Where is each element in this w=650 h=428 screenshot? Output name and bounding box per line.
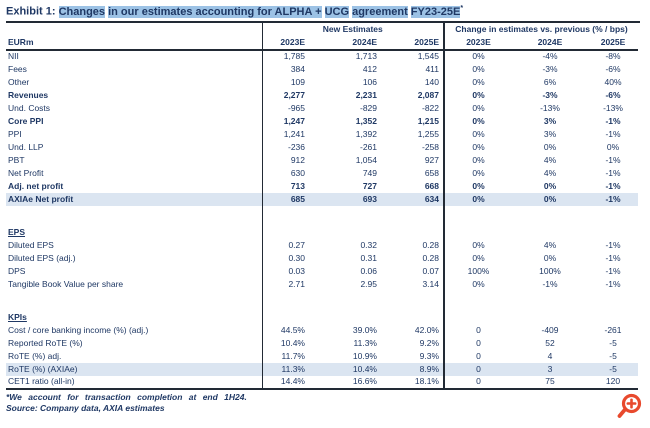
change-value: 100% <box>444 265 512 278</box>
change-value: -1% <box>605 239 621 250</box>
change-value: 75 <box>512 376 588 389</box>
new-estimate-value: 1,247 <box>262 115 309 128</box>
exhibit-title <box>6 3 640 23</box>
row-label-text: RoTE (%) adj. <box>8 350 62 361</box>
spacer-cell <box>381 206 444 226</box>
new-estimate-value <box>381 311 444 324</box>
title-highlight-segment: FY23-25E <box>410 5 461 18</box>
table-row <box>6 252 638 265</box>
new-estimate-value <box>309 311 381 324</box>
spacer-cell <box>444 291 512 311</box>
row-label <box>6 226 262 239</box>
change-value <box>588 311 638 324</box>
change-value: -3% <box>542 89 558 100</box>
change-value: -8% <box>605 51 621 62</box>
change-value: 3% <box>543 115 557 126</box>
row-label-text: Reported RoTE (%) <box>8 337 83 348</box>
group-header-change: Change in estimates vs. previous (% / bps) <box>444 23 638 37</box>
row-label-text: Net Profit <box>8 167 44 178</box>
estimates-table <box>6 23 638 390</box>
row-label-text: PBT <box>8 154 25 165</box>
new-estimate-value: 39.0% <box>352 324 377 335</box>
row-label <box>6 154 262 167</box>
row-label-text: Fees <box>8 63 27 74</box>
new-estimate-value: 2,277 <box>262 89 309 102</box>
new-estimate-value: 10.9% <box>352 350 377 361</box>
spacer-cell <box>588 206 638 226</box>
change-value: 0% <box>512 193 588 206</box>
row-label <box>6 337 262 350</box>
table-row <box>6 63 638 76</box>
change-value: -1% <box>588 193 638 206</box>
new-estimate-value: 412 <box>362 63 377 74</box>
new-estimate-value: -236 <box>262 141 309 154</box>
zoom-in-magnifier-icon[interactable] <box>613 392 645 424</box>
change-value: 0% <box>606 141 620 152</box>
group-header-empty <box>6 23 262 37</box>
new-estimate-value <box>262 311 309 324</box>
change-value: -1% <box>605 278 621 289</box>
row-label-text: CET1 ratio (all-in) <box>8 376 75 387</box>
row-label-text: DPS <box>8 265 26 276</box>
spacer-cell <box>444 206 512 226</box>
table-row <box>6 350 638 363</box>
row-label <box>6 50 262 63</box>
new-estimate-value: 927 <box>424 154 439 165</box>
change-value: -6% <box>605 89 621 100</box>
spacer-cell <box>309 206 381 226</box>
new-estimate-value: 0.28 <box>422 239 439 250</box>
spacer-cell <box>309 291 381 311</box>
row-label-text: Diluted EPS <box>8 239 54 250</box>
new-estimate-value: 693 <box>309 193 381 206</box>
new-estimate-value <box>262 226 309 239</box>
spacer-cell <box>262 291 309 311</box>
change-value: -1% <box>605 115 621 126</box>
new-estimate-value: 384 <box>262 63 309 76</box>
row-label <box>6 167 262 180</box>
change-value: -261 <box>604 324 622 335</box>
row-label-text: AXIAe Net profit <box>8 193 74 204</box>
change-value: 100% <box>539 265 561 276</box>
new-estimate-value <box>309 226 381 239</box>
change-value: -1% <box>605 180 621 191</box>
new-estimate-value: 109 <box>262 76 309 89</box>
change-value: 0% <box>444 167 512 180</box>
new-estimate-value: 11.7% <box>262 350 309 363</box>
new-estimate-value: 9.2% <box>419 337 439 348</box>
change-value <box>444 226 512 239</box>
row-label <box>6 324 262 337</box>
new-estimate-value: 0.30 <box>262 252 309 265</box>
new-estimate-value: 10.4% <box>309 363 381 376</box>
row-label <box>6 89 262 102</box>
group-header-new-estimates: New Estimates <box>262 23 444 37</box>
new-estimate-value: 1,785 <box>262 50 309 63</box>
table-row <box>6 115 638 128</box>
new-estimate-value: -829 <box>359 102 377 113</box>
spacer-cell <box>6 206 262 226</box>
change-value: 4% <box>543 154 557 165</box>
row-label <box>6 141 262 154</box>
change-value: 0 <box>444 350 512 363</box>
table-row <box>6 324 638 337</box>
row-label-text: Other <box>8 76 30 87</box>
title-highlight-segment: agreement <box>352 5 408 18</box>
row-label-text: RoTE (%) (AXIAe) <box>8 363 78 374</box>
change-value: -5 <box>588 363 638 376</box>
change-value: 0% <box>543 180 557 191</box>
new-estimate-value: 0.27 <box>262 239 309 252</box>
new-estimate-value: 749 <box>362 167 377 178</box>
new-estimate-value: 2.95 <box>360 278 377 289</box>
row-label <box>6 252 262 265</box>
row-label <box>6 376 262 389</box>
table-row <box>6 167 638 180</box>
table-row <box>6 50 638 63</box>
change-value: -1% <box>605 265 621 276</box>
change-value: 3% <box>543 128 557 139</box>
title-highlight-segment: UCG <box>324 5 350 18</box>
row-label <box>6 76 262 89</box>
new-estimate-value: 14.4% <box>262 376 309 389</box>
table-row <box>6 278 638 291</box>
row-label <box>6 363 262 376</box>
change-value: 52 <box>545 337 555 348</box>
row-label-text: Revenues <box>8 89 49 100</box>
change-value: -13% <box>603 102 623 113</box>
row-label <box>6 265 262 278</box>
footnote-source: Source: Company data, AXIA estimates <box>6 402 165 413</box>
new-estimate-value: 0.32 <box>360 239 377 250</box>
row-label-text: Cost / core banking income (%) (adj.) <box>8 324 149 335</box>
table-row <box>6 89 638 102</box>
section-header-row <box>6 226 638 239</box>
change-value: 4% <box>543 167 557 178</box>
row-label <box>6 350 262 363</box>
change-value: 120 <box>588 376 638 389</box>
new-estimate-value: 685 <box>262 193 309 206</box>
change-value: -1% <box>605 252 621 263</box>
group-header-row <box>6 23 638 37</box>
new-estimate-value: 140 <box>424 76 439 87</box>
new-estimate-value: 630 <box>262 167 309 180</box>
column-header-chg-2023e: 2023E <box>444 37 512 50</box>
new-estimate-value: 0.31 <box>360 252 377 263</box>
new-estimate-value: 1,713 <box>355 51 377 62</box>
new-estimate-value: 1,054 <box>355 154 377 165</box>
column-header-new-2023e: 2023E <box>262 37 309 50</box>
column-header-row <box>6 37 638 50</box>
new-estimate-value: 0.07 <box>422 265 439 276</box>
new-estimate-value: 18.1% <box>381 376 444 389</box>
new-estimate-value <box>381 226 444 239</box>
table-row <box>6 376 638 389</box>
change-value: 0% <box>444 76 512 89</box>
new-estimate-value: 1,392 <box>355 128 377 139</box>
change-value: 0 <box>444 324 512 337</box>
change-value: 0% <box>543 252 557 263</box>
row-label-text: Und. LLP <box>8 141 44 152</box>
new-estimate-value: 713 <box>262 180 309 193</box>
table-row <box>6 337 638 350</box>
title-highlight-segment: Changes <box>58 5 106 18</box>
table-row <box>6 76 638 89</box>
change-value: -5 <box>609 337 617 348</box>
new-estimate-value: 3.14 <box>422 278 439 289</box>
row-label-text: KPIs <box>8 311 27 322</box>
change-value: 40% <box>604 76 622 87</box>
change-value: 4 <box>547 350 553 361</box>
new-estimate-value: 658 <box>424 167 439 178</box>
row-label <box>6 128 262 141</box>
new-estimate-value: 8.9% <box>381 363 444 376</box>
title-segment: * <box>460 5 464 12</box>
title-highlight-segment: in our estimates accounting for ALPHA + <box>108 5 322 18</box>
change-value: -6% <box>605 63 621 74</box>
new-estimate-value: 1,545 <box>417 51 439 62</box>
new-estimate-value: 1,241 <box>262 128 309 141</box>
table-row <box>6 363 638 376</box>
new-estimate-value: 106 <box>362 76 377 87</box>
new-estimate-value: -822 <box>421 102 439 113</box>
new-estimate-value: 1,215 <box>417 115 439 126</box>
spacer-cell <box>6 291 262 311</box>
change-value: 0% <box>444 239 512 252</box>
table-row <box>6 193 638 206</box>
change-value: 0% <box>444 89 512 102</box>
row-label <box>6 193 262 206</box>
change-value: -1% <box>605 128 621 139</box>
change-value: 0 <box>444 337 512 350</box>
change-value: -1% <box>542 278 558 289</box>
new-estimate-value: 11.3% <box>353 337 377 348</box>
row-label-text: EPS <box>8 226 26 237</box>
new-estimate-value: 2,231 <box>355 89 377 100</box>
new-estimate-value: 668 <box>424 180 439 191</box>
row-label-text: PPI <box>8 128 22 139</box>
row-label-text: Diluted EPS (adj.) <box>8 252 76 263</box>
row-label-text: Und. Costs <box>8 102 51 113</box>
change-value: -3% <box>542 63 558 74</box>
column-header-chg-2025e: 2025E <box>588 37 638 50</box>
row-label <box>6 311 262 324</box>
new-estimate-value: 44.5% <box>262 324 309 337</box>
change-value <box>512 311 588 324</box>
change-value: 4% <box>543 239 557 250</box>
new-estimate-value: -261 <box>359 141 377 152</box>
new-estimate-value: 9.3% <box>419 350 439 361</box>
table-header <box>6 23 638 50</box>
change-value: 0 <box>444 363 512 376</box>
new-estimate-value: 0.06 <box>360 265 377 276</box>
column-header-chg-2024e: 2024E <box>512 37 588 50</box>
table-row <box>6 102 638 115</box>
table-row <box>6 154 638 167</box>
change-value: -1% <box>605 167 621 178</box>
change-value: 0% <box>444 180 512 193</box>
column-header-new-2024e: 2024E <box>309 37 381 50</box>
change-value: 0% <box>444 50 512 63</box>
section-header-row <box>6 311 638 324</box>
change-value: 0% <box>444 141 512 154</box>
change-value: 6% <box>543 76 557 87</box>
table-row <box>6 128 638 141</box>
spacer-cell <box>512 291 588 311</box>
change-value: 0% <box>543 141 557 152</box>
row-label-text: Adj. net profit <box>8 180 64 191</box>
change-value: -13% <box>540 102 560 113</box>
new-estimate-value: 1,255 <box>417 128 439 139</box>
new-estimate-value: -965 <box>262 102 309 115</box>
new-estimate-value: 11.3% <box>262 363 309 376</box>
spacer-cell <box>381 291 444 311</box>
row-label <box>6 239 262 252</box>
row-label <box>6 63 262 76</box>
new-estimate-value: 0.03 <box>262 265 309 278</box>
new-estimate-value: 0.28 <box>422 252 439 263</box>
change-value: 0 <box>444 376 512 389</box>
spacer-cell <box>512 206 588 226</box>
change-value: 0% <box>444 278 512 291</box>
new-estimate-value: 10.4% <box>262 337 309 350</box>
new-estimate-value: -258 <box>421 141 439 152</box>
row-label <box>6 278 262 291</box>
change-value: 0% <box>444 193 512 206</box>
row-label <box>6 115 262 128</box>
change-value <box>444 311 512 324</box>
change-value: -5 <box>609 350 617 361</box>
row-label <box>6 180 262 193</box>
new-estimate-value: 727 <box>362 180 377 191</box>
change-value: 0% <box>444 102 512 115</box>
change-value: 0% <box>444 128 512 141</box>
change-value: 0% <box>444 252 512 265</box>
table-row <box>6 180 638 193</box>
column-header-new-2025e: 2025E <box>381 37 444 50</box>
title-segment: Exhibit 1: <box>6 5 59 18</box>
row-label-text: NII <box>8 51 19 62</box>
new-estimate-value: 16.6% <box>309 376 381 389</box>
change-value: 0% <box>444 154 512 167</box>
change-value <box>588 226 638 239</box>
spacer-row <box>6 291 638 311</box>
row-label-text: Tangible Book Value per share <box>8 278 124 289</box>
new-estimate-value: 912 <box>262 154 309 167</box>
new-estimate-value: 2,087 <box>417 89 439 100</box>
change-value: -4% <box>542 51 558 62</box>
change-value <box>512 226 588 239</box>
new-estimate-value: 411 <box>425 63 439 74</box>
new-estimate-value: 634 <box>381 193 444 206</box>
change-value: 0% <box>444 63 512 76</box>
spacer-cell <box>262 206 309 226</box>
change-value: 0% <box>444 115 512 128</box>
change-value: -409 <box>541 324 559 335</box>
table-body <box>6 50 638 389</box>
change-value: 3 <box>512 363 588 376</box>
footnotes <box>6 392 640 414</box>
row-label-text: Core PPI <box>8 115 44 126</box>
change-value: -1% <box>605 154 621 165</box>
spacer-cell <box>588 291 638 311</box>
table-row <box>6 265 638 278</box>
row-label <box>6 102 262 115</box>
new-estimate-value: 2.71 <box>262 278 309 291</box>
table-row <box>6 239 638 252</box>
new-estimate-value: 1,352 <box>355 115 377 126</box>
footnote-transaction: *We account for transaction completion at end 1H24. <box>6 391 247 402</box>
spacer-row <box>6 206 638 226</box>
new-estimate-value: 42.0% <box>414 324 439 335</box>
column-header-eurm: EURm <box>6 37 262 50</box>
table-row <box>6 141 638 154</box>
